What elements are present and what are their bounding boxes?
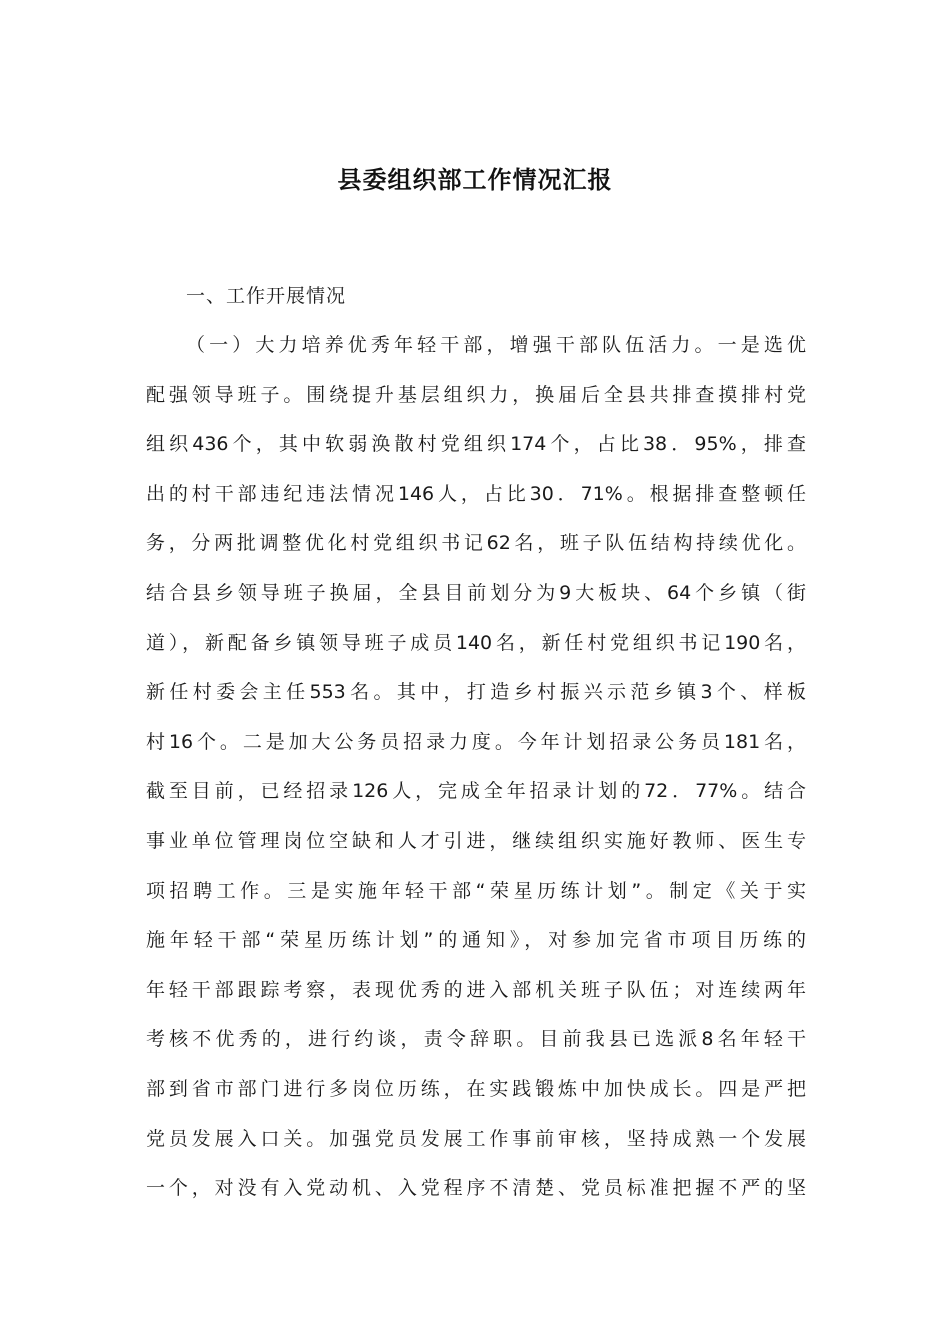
paragraph-line: 一个，对没有入党动机、入党程序不清楚、党员标准把握不严的坚	[146, 1177, 806, 1200]
paragraph-line: 年轻干部跟踪考察，表现优秀的进入部机关班子队伍；对连续两年	[146, 978, 806, 1001]
paragraph-line: 部到省市部门进行多岗位历练，在实践锻炼中加快成长。四是严把	[146, 1077, 806, 1100]
paragraph-line: （一）大力培养优秀年轻干部，增强干部队伍活力。一是选优	[186, 334, 806, 356]
paragraph-line: 施年轻干部“荣星历练计划”的通知》，对参加完省市项目历练的	[146, 929, 806, 952]
paragraph-line: 考核不优秀的，进行约谈，责令辞职。目前我县已选派8名年轻干	[146, 1028, 806, 1051]
paragraph-line: 道），新配备乡镇领导班子成员140名，新任村党组织书记190名，	[146, 631, 806, 654]
paragraph-line: 村16个。二是加大公务员招录力度。今年计划招录公务员181名，	[146, 730, 806, 753]
paragraph-body	[146, 329, 806, 1222]
document-title: 县委组织部工作情况汇报	[337, 165, 613, 194]
paragraph-line: 截至目前，已经招录126人，完成全年招录计划的72．77%。结合	[146, 780, 806, 803]
paragraph-line: 出的村干部违纪违法情况146人，占比30．71%。根据排查整顿任	[146, 482, 806, 505]
paragraph-line: 结合县乡领导班子换届，全县目前划分为9大板块、64个乡镇（街	[146, 581, 806, 604]
paragraph-line: 项招聘工作。三是实施年轻干部“荣星历练计划”。制定《关于实	[146, 879, 806, 902]
paragraph-line: 务，分两批调整优化村党组织书记62名，班子队伍结构持续优化。	[146, 532, 806, 555]
paragraph-line: 组织436个，其中软弱涣散村党组织174个，占比38．95%，排查	[146, 433, 806, 456]
section-heading: 一、工作开展情况	[186, 285, 347, 307]
paragraph-line: 事业单位管理岗位空缺和人才引进，继续组织实施好教师、医生专	[146, 829, 806, 852]
paragraph-line: 配强领导班子。围绕提升基层组织力，换届后全县共排查摸排村党	[146, 383, 806, 406]
paragraph-line: 党员发展入口关。加强党员发展工作事前审核，坚持成熟一个发展	[146, 1127, 806, 1150]
paragraph-line: 新任村委会主任553名。其中，打造乡村振兴示范乡镇3个、样板	[146, 681, 806, 704]
